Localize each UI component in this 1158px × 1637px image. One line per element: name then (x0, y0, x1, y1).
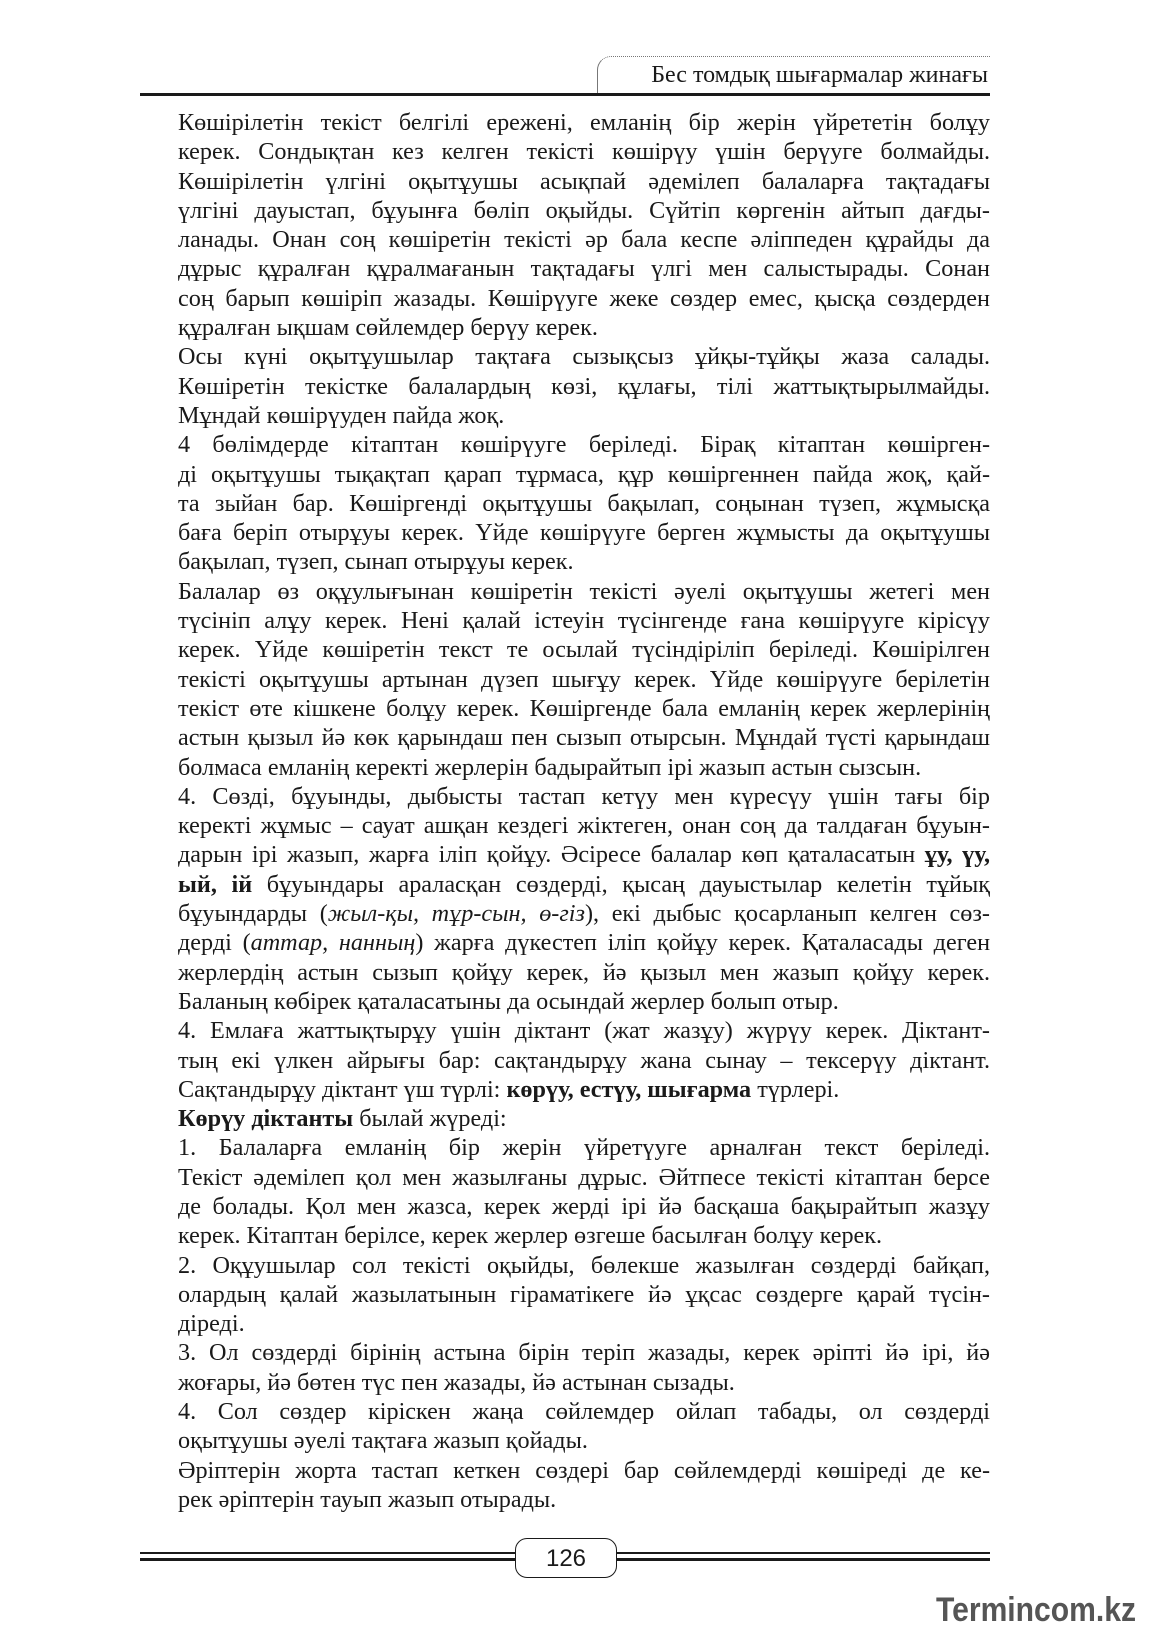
text-run: Осы күні оқытұушылар тақтаға сызықсыз ұйқы-тұйқы жаза салады. (178, 343, 990, 371)
text-line (140, 284, 990, 313)
paragraph (140, 782, 990, 1016)
bold-run: көрүу, естүу, шығарма (506, 1075, 752, 1103)
text-run: Баланың көбірек қаталасатыны да осындай жерлер болып отыр. (178, 987, 839, 1015)
text-line (140, 1456, 990, 1485)
text-line (140, 928, 990, 957)
text-run: 1. Балаларға емланің бір жерін үйретүуге арналған текст беріледі. (178, 1134, 990, 1162)
footer-rule-left-bottom (140, 1558, 517, 1561)
text-run: түсініп алұу керек. Нені қалай істеуін түсінгенде ғана көшірүуге кірісүу (178, 607, 990, 635)
text-run: жерлердің астын сызып қойұу керек, йә қызыл мен жазып қойұу керек. (178, 958, 990, 986)
text-run: Көшіретін текістке балалардың көзі, құлағы, тілі жаттықтырылмайды. (178, 372, 990, 400)
text-line (140, 1338, 990, 1367)
text-run: бұуындарды ( (178, 900, 328, 928)
text-line (140, 1163, 990, 1192)
text-line (140, 518, 990, 547)
text-run: діреді. (178, 1310, 245, 1338)
text-line (140, 1280, 990, 1309)
paragraph (140, 1104, 990, 1133)
text-run: Сақтандырұу діктант үш түрлі: (178, 1075, 507, 1103)
text-line (140, 460, 990, 489)
text-run: рек әріптерін тауып жазып отырады. (178, 1485, 557, 1513)
text-run: керек. Үйде көшіретін текст те осылай түсіндіріліп беріледі. Көшірілген (178, 636, 990, 664)
text-run: олардың қалай жазылатынын гіраматікеге йә ұқсас сөздерге қарай түсін- (178, 1280, 990, 1308)
paragraph (140, 1397, 990, 1456)
text-run: 3. Ол сөздерді бірінің астына бірін теріп жазады, керек әріпті йә ірі, йә (178, 1339, 990, 1367)
text-line (140, 1485, 990, 1514)
text-line (140, 811, 990, 840)
text-line (140, 753, 990, 782)
text-run: текіст өте кішкене болұу керек. Көшіргенде бала емланің керек жерлерінің (178, 694, 990, 722)
body-text (140, 108, 990, 1514)
text-line (140, 987, 990, 1016)
text-run: құралған ықшам сөйлемдер берүу керек. (178, 314, 598, 342)
text-line (140, 577, 990, 606)
text-line (140, 137, 990, 166)
paragraph (140, 1133, 990, 1250)
text-line (140, 1397, 990, 1426)
italic-run: жыл-қы, тұр-сын, ө-гіз (327, 900, 585, 928)
page-footer (140, 1536, 990, 1580)
text-run: оқытұушы әуелі тақтаға жазып қойады. (178, 1427, 588, 1455)
text-line (140, 1309, 990, 1338)
text-run: Мұндай көшірүуден пайда жоқ. (178, 401, 505, 429)
bold-run: ый, ій (178, 870, 253, 898)
text-run: керекті жұмыс – сауат ашқан кездегі жіктеген, онан соң да талдаған бұуын- (178, 812, 990, 840)
paragraph (140, 1338, 990, 1397)
termincom-watermark-logo (934, 1585, 1144, 1629)
text-line (140, 958, 990, 987)
text-line (140, 694, 990, 723)
text-run: керек. Сондықтан кез келген текісті көшірүу үшін берүуге болмайды. (178, 138, 990, 166)
footer-rule-left-top (140, 1552, 517, 1554)
paragraph (140, 1456, 990, 1515)
text-line (140, 254, 990, 283)
text-run: дарын ірі жазып, жарға іліп қойұу. Әсіресе балалар көп қаталасатын (178, 841, 925, 869)
text-run: ланады. Онан соң көшіретін текісті әр бала кеспе әліппеден құрайды да (178, 226, 990, 254)
page-number-box (515, 1538, 617, 1578)
text-line (140, 167, 990, 196)
footer-rule-right-bottom (613, 1558, 990, 1561)
text-run: 4 бөлімдерде кітаптан көшірүуге беріледі. Бірақ кітаптан көшірген- (178, 431, 990, 459)
text-run: Көшірілетін үлгіні оқытұушы асықпай әдемілеп балаларға тақтадағы (178, 167, 990, 195)
text-run: текісті оқытұушы артынан дүзеп шығұу керек. Үйде көшірүуге берілетін (178, 665, 990, 693)
text-run: былай жүреді: (353, 1105, 507, 1133)
text-line (140, 547, 990, 576)
text-line (140, 1075, 990, 1104)
text-run: түрлері. (751, 1075, 840, 1103)
bold-run: Көрүу діктанты (178, 1105, 354, 1133)
text-line (140, 1016, 990, 1045)
text-run: тың екі үлкен айрығы бар: сақтандырұу жана сынау – тексерүу діктант. (178, 1046, 990, 1074)
paragraph (140, 430, 990, 576)
text-run: де болады. Қол мен жазса, керек жерді ірі йә басқаша бақырайтып жазұу (178, 1192, 990, 1220)
text-run: Көшірілетін текіст белгілі ережені, емланің бір жерін үйрететін болұу (178, 109, 990, 136)
text-line (140, 1104, 990, 1133)
text-line (140, 489, 990, 518)
paragraph (140, 342, 990, 430)
text-line (140, 723, 990, 752)
text-run: үлгіні дауыстап, бұуынға бөліп оқыйды. Сүйтіп көргенін айтып дағды- (178, 196, 990, 224)
text-run: болмаса емланің керекті жерлерін бадырайтып ірі жазып астын сызсын. (178, 753, 922, 781)
text-run: ді оқытұушы тықақтап қарап тұрмаса, құр көшіргеннен пайда жоқ, қай- (178, 460, 990, 488)
text-line (140, 635, 990, 664)
text-line (140, 225, 990, 254)
text-run: керек. Кітаптан берілсе, керек жерлер өзгеше басылған болұу керек. (178, 1222, 883, 1250)
text-line (140, 1192, 990, 1221)
footer-rule-right-top (613, 1552, 990, 1554)
text-run: Әріптерін жорта тастап кеткен сөздері бар сөйлемдерді көшіреді де ке- (178, 1456, 990, 1484)
paragraph (140, 1251, 990, 1339)
text-run: 4. Сөзді, бұуынды, дыбысты тастап кетүу мен күресүу үшін тағы бір (178, 782, 990, 810)
text-line (140, 1368, 990, 1397)
watermark-text: Termincom.kz (936, 1591, 1136, 1629)
text-run: бұуындары араласқан сөздерді, қысаң дауыстылар келетін тұйық (252, 870, 990, 898)
text-line (140, 1046, 990, 1075)
text-run: 4. Емлаға жаттықтырұу үшін діктант (жат жазұу) жүрүу керек. Діктант- (178, 1017, 990, 1045)
text-run: Балалар өз оқұулығынан көшіретін текісті әуелі оқытұушы жетегі мен (178, 577, 990, 605)
text-line (140, 665, 990, 694)
text-line (140, 313, 990, 342)
text-run: бақылап, түзеп, сынап отырұуы керек. (178, 548, 574, 576)
text-run: 4. Сол сөздер кіріскен жаңа сөйлемдер ойлап табады, ол сөздерді (178, 1398, 990, 1426)
text-run: баға беріп отырұуы керек. Үйде көшірүуге берген жұмысты да оқытұушы (178, 519, 990, 547)
running-header (140, 56, 990, 96)
text-line (140, 1221, 990, 1250)
text-run: астын қызыл йә көк қарындаш пен сызып отырсын. Мұндай түсті қарындаш (178, 724, 990, 752)
text-line (140, 108, 990, 137)
text-line (140, 1133, 990, 1162)
page-number: 126 (545, 1545, 587, 1572)
text-run: 2. Оқұушылар сол текісті оқыйды, бөлекше жазылған сөздерді байқап, (178, 1251, 990, 1279)
header-rule (140, 93, 990, 96)
text-run: ), екі дыбыс қосарланып келген сөз- (584, 900, 990, 928)
text-line (140, 782, 990, 811)
text-run: жоғары, йә бөтен түс пен жазады, йә астынан сызады. (178, 1368, 735, 1396)
header-title: Бес томдық шығармалар жинағы (651, 62, 988, 88)
text-line (140, 899, 990, 928)
text-line (140, 606, 990, 635)
text-line (140, 342, 990, 371)
italic-run: аттар, нанның (250, 929, 416, 957)
text-line (140, 430, 990, 459)
text-line (140, 372, 990, 401)
text-run: та зыйан бар. Көшіргенді оқытұушы бақылап, соңынан түзеп, жұмысқа (178, 489, 990, 517)
text-run: ) жарға дүкестеп іліп қойұу керек. Қаталасады деген (415, 929, 991, 957)
text-line (140, 1251, 990, 1280)
text-line (140, 870, 990, 899)
bold-run: ұу, үу, (924, 841, 990, 869)
paragraph (140, 577, 990, 782)
text-line (140, 1426, 990, 1455)
text-line (140, 401, 990, 430)
paragraph (140, 1016, 990, 1104)
text-run: Текіст әдемілеп қол мен жазылғаны дұрыс. Әйтпесе текісті кітаптан берсе (178, 1163, 990, 1191)
text-line (140, 196, 990, 225)
text-run: соң барып көшіріп жазады. Көшірүуге жеке сөздер емес, қысқа сөздерден (178, 284, 990, 312)
text-run: дерді ( (178, 929, 251, 957)
text-run: дұрыс құралған құралмағанын тақтадағы үлгі мен салыстырады. Сонан (178, 255, 990, 283)
text-line (140, 840, 990, 869)
paragraph (140, 108, 990, 342)
